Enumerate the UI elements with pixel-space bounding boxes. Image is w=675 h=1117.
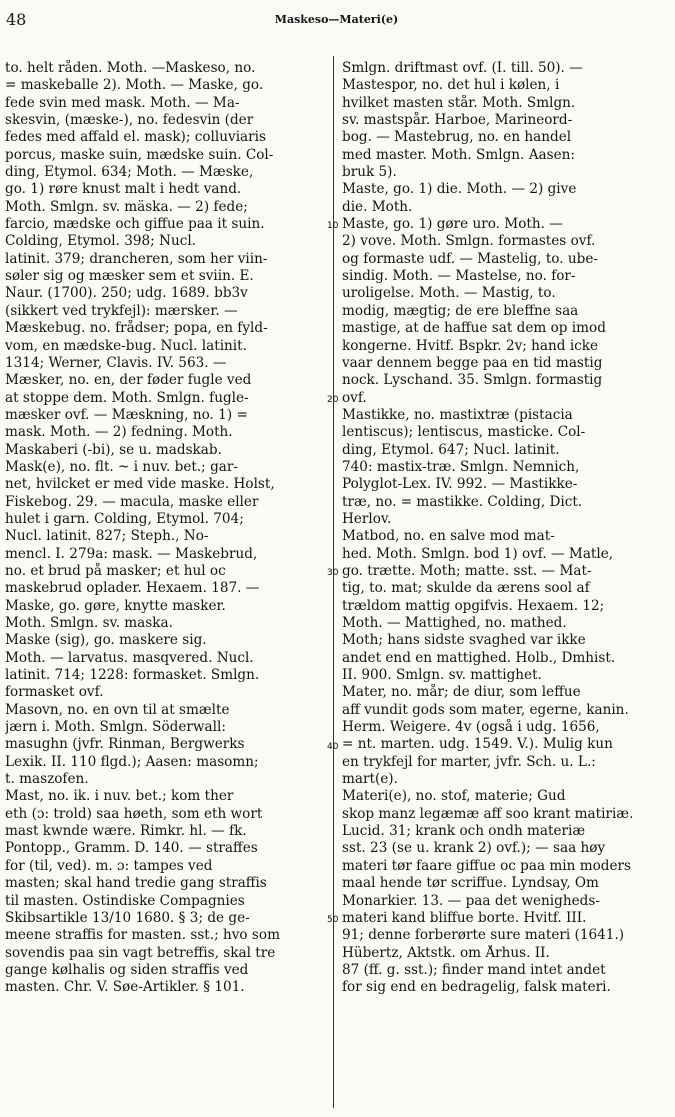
text-line: trældom mattig opgifvis. Hexaem. 12; xyxy=(342,597,605,614)
text-line: Moth. Smlgn. sv. mäska. — 2) fede; xyxy=(5,198,248,215)
text-line: die. Moth. xyxy=(342,198,413,215)
text-line: = nt. marten. udg. 1549. V.). Mulig kun xyxy=(342,736,613,753)
text-line: Moth; hans sidste svaghed var ikke xyxy=(342,632,586,649)
text-line: Mast, no. ik. i nuv. bet.; kom ther xyxy=(5,788,234,805)
text-line: mencl. I. 279a: mask. — Maskebrud, xyxy=(5,545,258,562)
text-line: fedes med affald el. mask); colluviaris xyxy=(5,129,266,146)
text-line: Mastespor, no. det hul i kølen, i xyxy=(342,77,560,94)
text-line: materi kand bliffue borte. Hvitf. III. xyxy=(342,909,587,926)
text-line: hed. Moth. Smlgn. bod 1) ovf. — Matle, xyxy=(342,545,614,562)
text-line: latinit. 379; drancheren, som her viin- xyxy=(5,250,268,267)
text-line: vom, en mædske-bug. Nucl. latinit. xyxy=(5,337,247,354)
text-line: Maske, go. gøre, knytte masker. xyxy=(5,597,226,614)
text-line: 2) vove. Moth. Smlgn. formastes ovf. xyxy=(342,233,596,250)
text-line: sv. mastspår. Harboe, Marineord- xyxy=(342,112,573,129)
text-line: Polyglot-Lex. IV. 992. — Mastikke- xyxy=(342,476,578,493)
text-line: og formaste udf. — Mastelig, to. ube- xyxy=(342,250,598,267)
page-number: 48 xyxy=(6,10,27,29)
text-line: en trykfejl for marter, jvfr. Sch. u. L.: xyxy=(342,753,596,770)
text-line: Maste, go. 1) gøre uro. Moth. — xyxy=(342,216,563,233)
text-line: masten. Chr. V. Søe-Artikler. § 101. xyxy=(5,979,245,996)
text-line: mask. Moth. — 2) fedning. Moth. xyxy=(5,424,233,441)
text-line: hulet i garn. Colding, Etymol. 704; xyxy=(5,510,244,527)
text-line: go. 1) røre knust malt i hedt vand. xyxy=(5,181,242,198)
text-line: med master. Moth. Smlgn. Aasen: xyxy=(342,146,575,163)
text-line: net, hvilcket er med vide maske. Holst, xyxy=(5,476,275,493)
text-line: kongerne. Hvitf. Bspkr. 2v; hand icke xyxy=(342,337,599,354)
text-line: t. maszofen. xyxy=(5,771,89,788)
text-line: masten; skal hand tredie gang straffis xyxy=(5,875,267,892)
text-line: Fiskebog. 29. — macula, maske eller xyxy=(5,493,259,510)
text-line: mart(e). xyxy=(342,771,398,788)
text-line: skop manz legæmæ aff soo krant matiriæ. xyxy=(342,805,634,822)
text-line: farcio, mædske och giffue paa it suin. xyxy=(5,216,265,233)
text-line: Lucid. 31; krank och ondh materiæ xyxy=(342,823,586,840)
text-line: mastige, at de haffue sat dem op imod xyxy=(342,320,606,337)
text-line: maal hende tør scriffue. Lyndsay, Om xyxy=(342,875,599,892)
text-line: Herlov. xyxy=(342,510,392,527)
text-line: gange kølhalis og siden straffis ved xyxy=(5,961,249,978)
text-line: bog. — Mastebrug, no. en handel xyxy=(342,129,572,146)
text-line: Mater, no. mår; de diur, som leffue xyxy=(342,684,581,701)
text-line: sst. 23 (se u. krank 2) ovf.); — saa høy xyxy=(342,840,606,857)
text-line: formasket ovf. xyxy=(5,684,104,701)
text-line: maskebrud oplader. Hexaem. 187. — xyxy=(5,580,260,597)
text-line: lentiscus); lentiscus, masticke. Col- xyxy=(342,424,586,441)
text-line: Lexik. II. 110 flgd.); Aasen: masomn; xyxy=(5,753,259,770)
text-line: søler sig og mæsker sem et sviin. E. xyxy=(5,268,254,285)
text-line: hvilket masten står. Moth. Smlgn. xyxy=(342,94,576,111)
text-line: nock. Lyschand. 35. Smlgn. formastig xyxy=(342,372,603,389)
text-line: Masovn, no. en ovn til at smælte xyxy=(5,701,230,718)
text-line: go. trætte. Moth; matte. sst. — Mat- xyxy=(342,562,592,579)
line-number-marker: 30 xyxy=(327,568,339,579)
text-line: til masten. Ostindiske Compagnies xyxy=(5,892,245,909)
line-number-marker: 20 xyxy=(327,394,339,405)
page-header xyxy=(6,10,667,32)
text-line: tig, to. mat; skulde da ærens sool af xyxy=(342,580,590,597)
text-line: meene straffis for masten. sst.; hvo som xyxy=(5,927,280,944)
text-line: Smlgn. driftmast ovf. (I. till. 50). — xyxy=(342,60,583,76)
text-line: andet end en mattighed. Holb., Dmhist. xyxy=(342,649,616,666)
text-line: no. et brud på masker; et hul oc xyxy=(5,562,226,579)
line-number-marker: 50 xyxy=(327,915,339,926)
text-line: Moth. Smlgn. sv. maska. xyxy=(5,615,173,631)
text-line: Skibsartikle 13/10 1680. § 3; de ge- xyxy=(5,909,250,926)
text-line: materi tør faare giffue oc paa min moders xyxy=(342,857,632,874)
text-line: masughn (jvfr. Rinman, Bergwerks xyxy=(5,736,245,753)
running-head: Maskeso—Materi(e) xyxy=(274,13,399,26)
text-line: Matbod, no. en salve mod mat- xyxy=(342,528,555,545)
text-line: jærn i. Moth. Smlgn. Söderwall: xyxy=(5,719,226,736)
line-number-marker: 10 xyxy=(327,221,339,232)
text-line: aff vundit gods som mater, egerne, kanin. xyxy=(342,701,629,718)
text-line: mæsker ovf. — Mæskning, no. 1) = xyxy=(5,406,248,423)
right-column xyxy=(342,60,666,997)
text-line: = maskeballe 2). Moth. — Maske, go. xyxy=(5,77,264,94)
text-line: fede svin med mask. Moth. — Ma- xyxy=(5,94,240,111)
text-line: Mask(e), no. flt. ~ i nuv. bet.; gar- xyxy=(5,458,238,475)
left-column xyxy=(5,60,327,997)
text-line: vaar dennem begge paa en tid mastig xyxy=(342,354,603,371)
text-line: porcus, maske suin, mædske suin. Col- xyxy=(5,146,274,163)
text-line: sovendis paa sin vagt betreffis, skal tre xyxy=(5,944,276,961)
text-line: modig, mægtig; de ere bleffne saa xyxy=(342,302,579,319)
line-number-marker: 40 xyxy=(327,741,339,752)
text-line: for (til, ved). m. ɔ: tampes ved xyxy=(5,857,213,874)
text-line: Moth. — larvatus. masqvered. Nucl. xyxy=(5,649,254,666)
text-line: 1314; Werner, Clavis. IV. 563. — xyxy=(5,354,227,371)
text-line: ding, Etymol. 647; Nucl. latinit. xyxy=(342,441,560,458)
text-line: ovf. xyxy=(342,389,367,406)
text-line: Moth. — Mattighed, no. mathed. xyxy=(342,615,567,631)
text-line: træ, no. = mastikke. Colding, Dict. xyxy=(342,493,583,510)
text-line: skesvin, (mæske-), no. fedesvin (der xyxy=(5,112,254,129)
text-line: Colding, Etymol. 398; Nucl. xyxy=(5,233,196,250)
text-line: (sikkert ved trykfejl): mærsker. — xyxy=(5,302,238,319)
text-line: uroligelse. Moth. — Mastig, to. xyxy=(342,285,556,302)
text-line: Mæskebug. no. frådser; popa, en fyld- xyxy=(5,320,268,337)
text-line: bruk 5). xyxy=(342,164,397,181)
text-line: 87 (ff. g. sst.); finder mand intet andet xyxy=(342,961,606,978)
text-line: eth (ɔ: trold) saa høeth, som eth wort xyxy=(5,805,263,822)
text-line: Maske (sig), go. maskere sig. xyxy=(5,632,207,649)
text-line: Maskaberi (-bi), se u. madskab. xyxy=(5,441,222,458)
text-line: mast kwnde wære. Rimkr. hl. — fk. xyxy=(5,823,247,840)
text-line: Mæsker, no. en, der føder fugle ved xyxy=(5,372,252,389)
text-line: 91; denne forberørte sure materi (1641.) xyxy=(342,927,625,944)
text-line: Nucl. latinit. 827; Steph., No- xyxy=(5,528,209,545)
text-line: for sig end en bedragelig, falsk materi. xyxy=(342,979,611,996)
text-line: ding, Etymol. 634; Moth. — Mæske, xyxy=(5,164,254,181)
text-line: Hübertz, Aktstk. om Århus. II. xyxy=(342,944,550,961)
text-line: latinit. 714; 1228: formasket. Smlgn. xyxy=(5,667,260,684)
text-line: II. 900. Smlgn. sv. mattighet. xyxy=(342,667,542,684)
text-line: Mastikke, no. mastixtræ (pistacia xyxy=(342,406,573,423)
text-line: Pontopp., Gramm. D. 140. — straffes xyxy=(5,840,258,857)
text-line: Materi(e), no. stof, materie; Gud xyxy=(342,788,566,805)
text-line: Herm. Weigere. 4v (også i udg. 1656, xyxy=(342,719,600,736)
text-line: to. helt råden. Moth. —Maskeso, no. xyxy=(5,60,256,76)
text-line: at stoppe dem. Moth. Smlgn. fugle- xyxy=(5,389,249,406)
text-line: Maste, go. 1) die. Moth. — 2) give xyxy=(342,181,577,198)
text-line: 740: mastix-træ. Smlgn. Nemnich, xyxy=(342,458,580,475)
text-line: Monarkier. 13. — paa det wenigheds- xyxy=(342,892,600,909)
text-line: sindig. Moth. — Mastelse, no. for- xyxy=(342,268,576,285)
column-divider xyxy=(333,56,334,1108)
text-line: Naur. (1700). 250; udg. 1689. bb3v xyxy=(5,285,248,302)
